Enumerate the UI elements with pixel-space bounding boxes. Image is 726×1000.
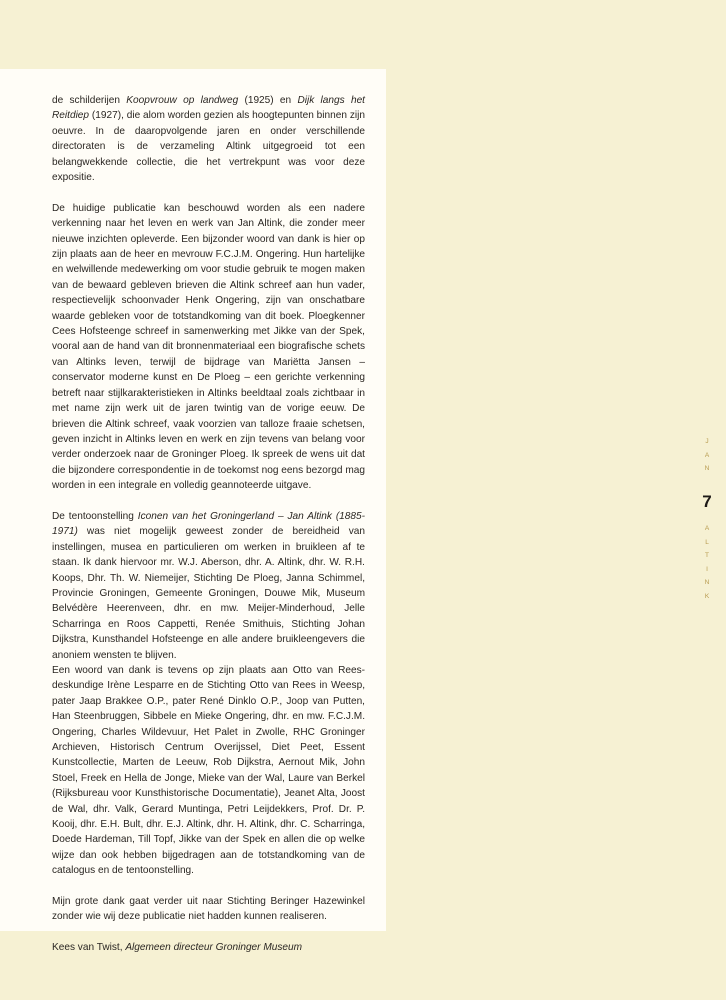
margin-letter: T <box>705 552 709 560</box>
margin-letter: N <box>704 579 710 587</box>
margin-letter: N <box>704 465 710 473</box>
artwork-title: Koopvrouw op landweg <box>126 95 239 106</box>
paragraph-2: De huidige publicatie kan beschouwd worden als een nadere verkenning naar het leven en werk van Jan Altink, die zonder meer nieuwe inzichten opleverde. Een bijzonder woord van dank is hier op zijn plaats aan de heer en mevrouw F.C.J.M. Ongering. Hun hartelijke en welwillende medewerking om voor studie gebruik te mogen maken van de bewaard gebleven brieven die Altink schreef aan hun vader, respectievelijk schoonvader Henk Ongering, zijn van onschatbare waarde gebleken voor de totstandkoming van dit boek. Ploegkenner Cees Hofsteenge schreef in samenwerking met Jikke van der Spek, vooral aan de hand van dit bronnenmateriaal een biografische schets van Altinks leven, terwijl de bijdrage van Mariëtta Jansen – conservator moderne kunst en De Ploeg – een gerichte verkenning betreft naar stijlkarakteristieken in Altinks beeldtaal zoals zichtbaar in met name zijn werk uit de jaren twintig van de vorige eeuw. De brieven die Altink schreef, vaak voorzien van talloze fraaie schetsen, geven inzicht in Altinks leven en werk en zijn tevens van belang voor verder onderzoek naar de Groninger Ploeg. Ik spreek de wens uit dat die bijzondere correspondentie in de toekomst nog eens bezorgd mag worden in een integrale en volledig geannoteerde uitgave. <box>52 202 365 492</box>
paragraph-3: De tentoonstelling Iconen van het Groningerland – Jan Altink (1885-1971) was niet mogelijk geweest zonder de bereidheid van instellingen, musea en particulieren om werken in bruikleen af te staan. Ik dank hiervoor mr. W.J. Aberson, dhr. A. Altink, dhr. W. R.H. Koops, Dhr. Th. W. Niemeijer, Stichting De Ploeg, Janna Schimmel, Provincie Groningen, Gemeente Groningen, Douwe Mik, Museum Belvédère Heerenveen, dhr. en mw. Meijer-Minderhoud, Jelle Scharringa en Roos Cappetti, Renée Smithuis, Stichting Johan Dijkstra, Kunsthandel Hofsteenge en alle andere bruikleengevers die anoniem wensten te blijven. <box>52 510 365 661</box>
margin-letter: A <box>704 451 710 459</box>
paragraph-1: de schilderijen Koopvrouw op landweg (1925) en Dijk langs het Reitdiep (1927), die alom worden gezien als hoogtepunten binnen zijn oeuvre. In de daaropvolgende jaren en onder verschillende directoraten is de verzameling Altink uitgegroeid tot een belangwekkende collectie, die het vertrekpunt was voor deze expositie. <box>52 95 365 184</box>
page-number: 7 <box>702 492 712 511</box>
margin-letter: K <box>704 592 710 600</box>
exhibition-title: Iconen van het Groningerland – Jan Altink (1885-1971) <box>52 510 365 538</box>
paragraph-4: Een woord van dank is tevens op zijn plaats aan Otto van Rees-deskundige Irène Lesparre en de Stichting Otto van Rees in Weesp, pater Jaap Brakkee O.P., pater René Dinklo O.P., Joop van Putten, Han Steenbruggen, Sibbele en Mieke Ongering, dhr. en mw. F.C.J.M. Ongering, Charles Wildevuur, Het Palet in Zwolle, RHC Groninger Archieven, Historisch Centrum Overijssel, Diet Peet, Essent Kunstcollectie, Marten de Leeuw, Rob Dijkstra, Aernout Mik, John Stoel, Freek en Hella de Jonge, Mieke van der Wal, Laure van Berkel (Rijksbureau voor Kunsthistorische Documentatie), Jeanet Alta, Joost de Wal, dhr. Valk, Gerard Muntinga, Petri Leijdekkers, Prof. Dr. P. Kooij, dhr. E.H. Bult, dhr. E.J. Altink, dhr. H. Altink, dhr. C. Scharringa, Doede Hardeman, Till Topf, Jikke van der Spek en allen die op welke wijze dan ook hebben bijgedragen aan de totstandkoming van de catalogus en de tentoonstelling. <box>52 665 365 877</box>
artwork-title: Dijk langs het Reitdiep <box>52 95 365 122</box>
margin-letter: I <box>706 565 708 573</box>
signature <box>52 940 365 955</box>
signature-title: Algemeen directeur Groninger Museum <box>125 942 303 954</box>
body-text <box>52 93 365 956</box>
margin-letter: A <box>704 525 710 532</box>
margin-letter: J <box>705 438 709 445</box>
margin-letter: L <box>705 538 709 546</box>
margin-running-head-bottom <box>697 522 717 604</box>
signature-name: Kees van Twist, <box>52 942 126 954</box>
margin-running-head-top <box>697 435 717 476</box>
paragraph-5: Mijn grote dank gaat verder uit naar Stichting Beringer Hazewinkel zonder wie wij deze publicatie niet hadden kunnen realiseren. <box>52 896 365 923</box>
